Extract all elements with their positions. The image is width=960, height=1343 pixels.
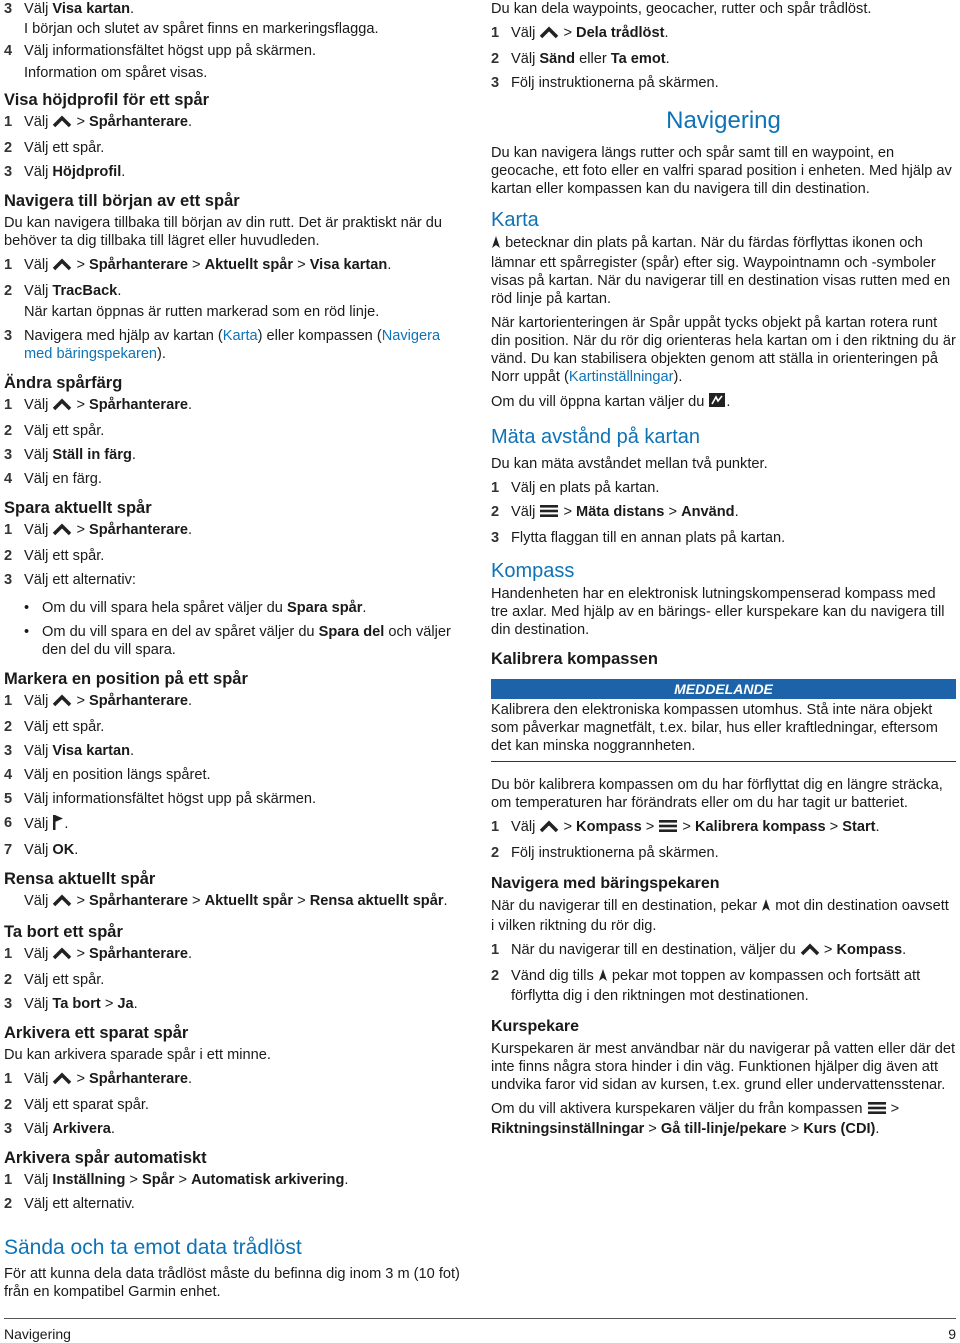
step-number: 1 — [4, 946, 13, 962]
step-number: 1 — [4, 114, 13, 130]
chevron-up-icon — [52, 258, 72, 276]
paragraph-text: Om du vill aktivera kurspekaren väljer du från kompassen — [491, 1101, 863, 1117]
step-text: Välj — [24, 397, 53, 413]
step-text: ) eller kompassen ( — [257, 328, 382, 344]
step-text: . — [110, 1121, 115, 1137]
menu-icon — [658, 819, 678, 838]
step-text: eller — [575, 51, 611, 67]
step-number: 3 — [491, 75, 500, 91]
chevron-up-icon — [539, 26, 559, 44]
step-text-block — [4, 892, 472, 912]
step-number: 1 — [4, 693, 13, 709]
bullet-text: Om du vill spara en del av spåret väljer du — [42, 624, 319, 640]
step-text: . — [64, 816, 69, 832]
chevron-up-icon — [52, 115, 72, 133]
step-text: . — [74, 842, 79, 858]
step-text: Välj — [511, 25, 540, 41]
step-note: När kartan öppnas är rutten markerad som en röd linje. — [24, 304, 380, 320]
paragraph-text: ). — [673, 369, 683, 385]
step-text: . — [117, 283, 122, 299]
step-number: 2 — [4, 1196, 13, 1212]
section-title: Kompass — [491, 560, 575, 582]
step-text: ). — [157, 346, 166, 362]
step-term: Automatisk arkivering — [191, 1172, 345, 1188]
notice-banner: MEDDELANDE — [491, 679, 956, 699]
step-text: > — [819, 942, 837, 958]
step-term: Visa kartan — [52, 1, 131, 17]
step-number: 4 — [4, 767, 13, 783]
notice-text: Kalibrera den elektroniska kompassen utomhus. Stå inte nära objekt som påverkar magnetfält, t.ex. bilar, hus eller kraftledningar, eftersom det kan minska noggrannheten. — [491, 701, 956, 762]
section-title: Mäta avstånd på kartan — [491, 426, 701, 448]
step-text: . — [734, 504, 739, 520]
right-column — [491, 0, 956, 1144]
step-text: Välj ett spår. — [24, 423, 105, 439]
paragraph-text: När du navigerar till en destination, pekar — [491, 898, 758, 914]
step-text: . — [188, 114, 193, 130]
step-text: Välj — [24, 1071, 53, 1087]
paragraph-text: > — [644, 1121, 661, 1137]
page-number: 9 — [948, 1326, 956, 1342]
step-text: > — [559, 25, 577, 41]
step-number: 3 — [4, 572, 13, 588]
bullet-text: . — [362, 600, 367, 616]
step-term: Spårhanterare — [89, 522, 188, 538]
step-text: Välj — [24, 816, 53, 832]
step-term: Kurs (CDI) — [803, 1121, 876, 1137]
step-term: Mäta distans — [576, 504, 665, 520]
step-term: Visa kartan — [52, 743, 131, 759]
paragraph: Du kan mäta avståndet mellan två punkter. — [491, 456, 768, 472]
step-term: Spårhanterare — [89, 693, 188, 709]
step-number: 1 — [4, 522, 13, 538]
step-text: > — [100, 996, 118, 1012]
step-text: . — [121, 164, 126, 180]
section-heading: Navigera med bäringspekaren — [491, 875, 720, 892]
step-text: Välj ett sparat spår. — [24, 1097, 149, 1113]
paragraph: Du kan dela waypoints, geocacher, rutter och spår trådlöst. — [491, 1, 872, 17]
paragraph-text: > — [786, 1121, 804, 1137]
step-text: När du navigerar till en destination, väljer du — [511, 942, 800, 958]
step-term: Gå till-linje/pekare — [660, 1121, 787, 1137]
link-kartinstallningar[interactable]: Kartinställningar — [568, 369, 674, 385]
flag-icon — [52, 814, 64, 835]
step-term: Ta bort — [52, 996, 101, 1012]
step-number: 2 — [4, 283, 13, 299]
step-text: Välj — [24, 893, 53, 909]
step-text: . — [875, 819, 880, 835]
step-term: Använd — [681, 504, 735, 520]
step-term: TracBack — [52, 283, 118, 299]
step-text: Välj — [24, 946, 53, 962]
chevron-up-icon — [52, 694, 72, 712]
step-number: 2 — [4, 423, 13, 439]
step-text: > — [125, 1172, 142, 1188]
section-heading: Markera en position på ett spår — [4, 670, 248, 688]
step-text: Välj — [24, 842, 53, 858]
section-heading: Kurspekare — [491, 1018, 580, 1035]
paragraph — [491, 897, 956, 935]
step-number: 1 — [4, 397, 13, 413]
step-number: 2 — [4, 140, 13, 156]
step-term: Spårhanterare — [89, 257, 188, 273]
paragraph-text: Om du vill öppna kartan väljer du — [491, 394, 705, 410]
footer-section-name: Navigering — [4, 1326, 71, 1342]
step-text: > — [188, 893, 205, 909]
step-text: Välj ett spår. — [24, 719, 105, 735]
step-text: . — [902, 942, 907, 958]
step-text: Välj informationsfältet högst upp på skärmen. — [24, 43, 317, 59]
step-term: Spårhanterare — [89, 397, 188, 413]
step-text: > — [72, 693, 90, 709]
paragraph: Om du vill öppna kartan väljer du . — [491, 392, 956, 413]
step-text: . — [443, 893, 448, 909]
step-text: . — [188, 397, 193, 413]
step-text: Välj — [24, 1, 53, 17]
step-text: Välj informationsfältet högst upp på skärmen. — [24, 791, 317, 807]
step-text: Välj — [24, 114, 53, 130]
step-text: . — [664, 25, 669, 41]
step-text: Välj ett spår. — [24, 972, 105, 988]
step-text: Välj — [24, 164, 53, 180]
step-text: Välj en position längs spåret. — [24, 767, 211, 783]
position-pointer-icon — [598, 968, 608, 987]
step-text: Välj — [511, 504, 540, 520]
step-number: 1 — [4, 1172, 13, 1188]
step-text: . — [130, 743, 135, 759]
step-term: Spårhanterare — [89, 1071, 188, 1087]
step-term: Spara spår — [286, 600, 363, 616]
left-column — [4, 0, 472, 1307]
step-number: 4 — [4, 43, 13, 59]
step-text: > — [72, 893, 90, 909]
step-text: > — [72, 1071, 90, 1087]
step-number: 2 — [491, 845, 500, 861]
step-text: > — [293, 257, 310, 273]
bullet-text: Om du vill spara hela spåret väljer du — [42, 600, 287, 616]
step-note: I början och slutet av spåret finns en markeringsflagga. — [24, 21, 379, 37]
step-text: Välj ett alternativ: — [24, 572, 136, 588]
menu-icon — [867, 1101, 887, 1120]
step-text: > — [72, 257, 90, 273]
step-number: 3 — [4, 328, 13, 344]
chevron-up-icon — [52, 894, 72, 912]
step-number: 6 — [4, 815, 13, 831]
step-text: Välj — [24, 693, 53, 709]
step-number: 1 — [4, 257, 13, 273]
step-text: > — [72, 397, 90, 413]
step-note: Information om spåret visas. — [24, 65, 208, 81]
step-number: 5 — [4, 791, 13, 807]
bullet-text: och väljer den del du vill spara. — [42, 624, 451, 658]
paragraph: Kurspekaren är mest användbar när du navigerar på vatten eller där det inte finns några stora hinder i din väg. Funktionen hjälper dig även att undvika faror vid sidan av kursen, t.ex. grund eller undervattensstenar. — [491, 1041, 956, 1093]
paragraph: Du kan navigera längs rutter och spår samt till en waypoint, en geocache, ett foto eller en valfri sparad position i enheten. Med hjälp av kartan eller kompassen kan du navigera till din destination. — [491, 145, 952, 197]
step-term: Spårhanterare — [89, 114, 188, 130]
step-text: > — [72, 946, 90, 962]
step-text: > — [293, 893, 310, 909]
step-text: . — [344, 1172, 349, 1188]
step-number: 3 — [4, 743, 13, 759]
section-title: Sända och ta emot data trådlöst — [4, 1236, 302, 1259]
step-text: pekar mot toppen av kompassen och fortsätt att förflytta dig i den riktningen mot destinationen. — [511, 968, 921, 1004]
step-term: Aktuellt spår — [204, 257, 294, 273]
step-term: Sänd — [539, 51, 576, 67]
step-text: . — [188, 946, 193, 962]
step-text: Välj ett alternativ. — [24, 1196, 135, 1212]
bullet: • — [24, 600, 30, 616]
section-heading: Ta bort ett spår — [4, 923, 123, 941]
step-term: Inställning — [52, 1172, 126, 1188]
step-term: Dela trådlöst — [576, 25, 665, 41]
step-text: . — [130, 1, 135, 17]
step-term: Visa kartan — [309, 257, 388, 273]
step-number: 1 — [491, 819, 500, 835]
step-number: 7 — [4, 842, 13, 858]
step-text: Välj — [24, 522, 53, 538]
menu-icon — [539, 504, 559, 523]
step-text: Välj ett spår. — [24, 548, 105, 564]
step-text: Välj — [511, 51, 540, 67]
step-text: . — [133, 996, 138, 1012]
section-title: Karta — [491, 209, 539, 231]
step-term: Rensa aktuellt spår — [309, 893, 444, 909]
step-text: Välj — [24, 283, 53, 299]
chevron-up-icon — [52, 398, 72, 416]
step-text: . — [665, 51, 670, 67]
paragraph: Du bör kalibrera kompassen om du har förflyttat dig en längre sträcka, om temperaturen har förändrats eller om du har tagit ur batteriet. — [491, 777, 943, 811]
paragraph — [491, 234, 956, 308]
step-text: > — [641, 819, 659, 835]
bullet: • — [24, 624, 30, 640]
paragraph-text: När kartorienteringen är Spår uppåt tycks objekt på kartan rotera runt din position. När du rör dig orienteras hela kartan om i den riktning du är vänd. Du kan stabilisera objekten genom att ställa in orienteringen på Norr uppåt ( — [491, 315, 956, 385]
step-number: 3 — [4, 447, 13, 463]
position-pointer-icon — [761, 898, 771, 917]
step-text: Välj ett spår. — [24, 140, 105, 156]
step-term: Riktningsinställningar — [491, 1121, 645, 1137]
paragraph-text: betecknar din plats på kartan. När du färdas förflyttas ikonen och lämnar ett spårregister (spår) efter sig. Waypointnamn och -symboler visas på kartan. När du navigerar till en destination visas rutten med en röd linje på kartan. — [491, 235, 951, 307]
step-text: Navigera med hjälp av kartan ( — [24, 328, 223, 344]
step-text: > — [174, 1172, 192, 1188]
step-text: Välj — [24, 743, 53, 759]
step-text: Välj — [24, 1172, 53, 1188]
paragraph-text: . — [875, 1121, 880, 1137]
step-number: 3 — [4, 996, 13, 1012]
step-text: Välj — [24, 447, 53, 463]
step-text: > — [559, 504, 577, 520]
step-number: 1 — [4, 1071, 13, 1087]
step-number: 2 — [491, 51, 500, 67]
step-term: Höjdprofil — [52, 164, 122, 180]
step-text: Välj — [24, 1121, 53, 1137]
step-term: Spara del — [318, 624, 385, 640]
chevron-up-icon — [52, 523, 72, 541]
step-text: Följ instruktionerna på skärmen. — [511, 75, 719, 91]
section-heading: Spara aktuellt spår — [4, 499, 152, 517]
paragraph — [491, 1100, 956, 1138]
step-term: Ja — [117, 996, 134, 1012]
step-text: Välj en färg. — [24, 471, 102, 487]
step-text: > — [825, 819, 843, 835]
step-term: Kalibrera kompass — [695, 819, 826, 835]
step-number: 4 — [4, 471, 13, 487]
step-term: Aktuellt spår — [204, 893, 294, 909]
step-term: Arkivera — [52, 1121, 111, 1137]
step-term: Spårhanterare — [89, 893, 188, 909]
step-number: 1 — [491, 942, 500, 958]
section-heading: Navigera till början av ett spår — [4, 192, 240, 210]
paragraph: För att kunna dela data trådlöst måste du befinna dig inom 3 m (10 fot) från en kompatibel Garmin enhet. — [4, 1266, 460, 1300]
step-text: Vänd dig tills — [511, 968, 594, 984]
paragraph-text: mot din destination oavsett i vilken riktning du rör dig. — [491, 898, 949, 934]
step-text: . — [188, 522, 193, 538]
chapter-title: Navigering — [666, 107, 781, 134]
step-term: Ställ in färg — [52, 447, 132, 463]
step-text: > — [678, 819, 696, 835]
step-text: Följ instruktionerna på skärmen. — [511, 845, 719, 861]
step-text: . — [131, 447, 136, 463]
step-text: Välj en plats på kartan. — [511, 480, 660, 496]
step-number: 3 — [4, 164, 13, 180]
step-term: Kompass — [836, 942, 903, 958]
page-footer — [4, 1318, 956, 1343]
chevron-up-icon — [52, 1072, 72, 1090]
step-term: OK — [52, 842, 75, 858]
step-number: 2 — [491, 504, 500, 520]
section-heading: Visa höjdprofil för ett spår — [4, 91, 210, 109]
step-text: > — [72, 114, 90, 130]
step-text: Välj — [511, 819, 540, 835]
paragraph — [491, 314, 956, 386]
step-text: Välj — [24, 996, 53, 1012]
step-text: > — [188, 257, 205, 273]
section-heading: Arkivera spår automatiskt — [4, 1149, 207, 1167]
step-number: 2 — [491, 968, 500, 984]
step-text: > — [664, 504, 682, 520]
step-text: > — [72, 522, 90, 538]
step-text: Välj — [24, 257, 53, 273]
section-heading: Rensa aktuellt spår — [4, 870, 156, 888]
section-heading: Ändra spårfärg — [4, 374, 123, 392]
step-number: 3 — [491, 530, 500, 546]
link-karta[interactable]: Karta — [222, 328, 258, 344]
step-number: 1 — [491, 25, 500, 41]
step-number: 2 — [4, 1097, 13, 1113]
chevron-up-icon — [800, 943, 820, 961]
step-text: Flytta flaggan till en annan plats på kartan. — [511, 530, 786, 546]
step-number: 3 — [4, 1121, 13, 1137]
step-term: Start — [842, 819, 876, 835]
chevron-up-icon — [52, 947, 72, 965]
chevron-up-icon — [539, 820, 559, 838]
step-term: Ta emot — [610, 51, 666, 67]
paragraph: Du kan arkivera sparade spår i ett minne. — [4, 1047, 271, 1063]
step-text: . — [188, 693, 193, 709]
paragraph: Du kan navigera tillbaka till början av din rutt. Det är praktiskt när du behöver ta dig tillbaka till lägret eller huvudleden. — [4, 215, 443, 249]
step-text: . — [188, 1071, 193, 1087]
paragraph: Handenheten har en elektronisk lutningskompenserad kompass med tre axlar. Med hjälp av en bärings- eller kurspekare kan du navigera till din destination. — [491, 586, 945, 638]
step-term: Kompass — [576, 819, 642, 835]
step-text: > — [559, 819, 577, 835]
step-number: 3 — [4, 1, 13, 17]
step-term: Spår — [142, 1172, 175, 1188]
step-text: . — [387, 257, 392, 273]
step-number: 2 — [4, 548, 13, 564]
map-icon — [708, 392, 726, 413]
step-number: 2 — [4, 972, 13, 988]
step-number: 1 — [491, 480, 500, 496]
link-baringspekaren[interactable]: Navigera med bäringspekaren — [24, 328, 441, 362]
position-pointer-icon — [491, 235, 501, 254]
section-heading: Arkivera ett sparat spår — [4, 1024, 189, 1042]
paragraph-text: > — [886, 1101, 900, 1117]
step-number: 2 — [4, 719, 13, 735]
section-heading: Kalibrera kompassen — [491, 650, 658, 668]
step-term: Spårhanterare — [89, 946, 188, 962]
